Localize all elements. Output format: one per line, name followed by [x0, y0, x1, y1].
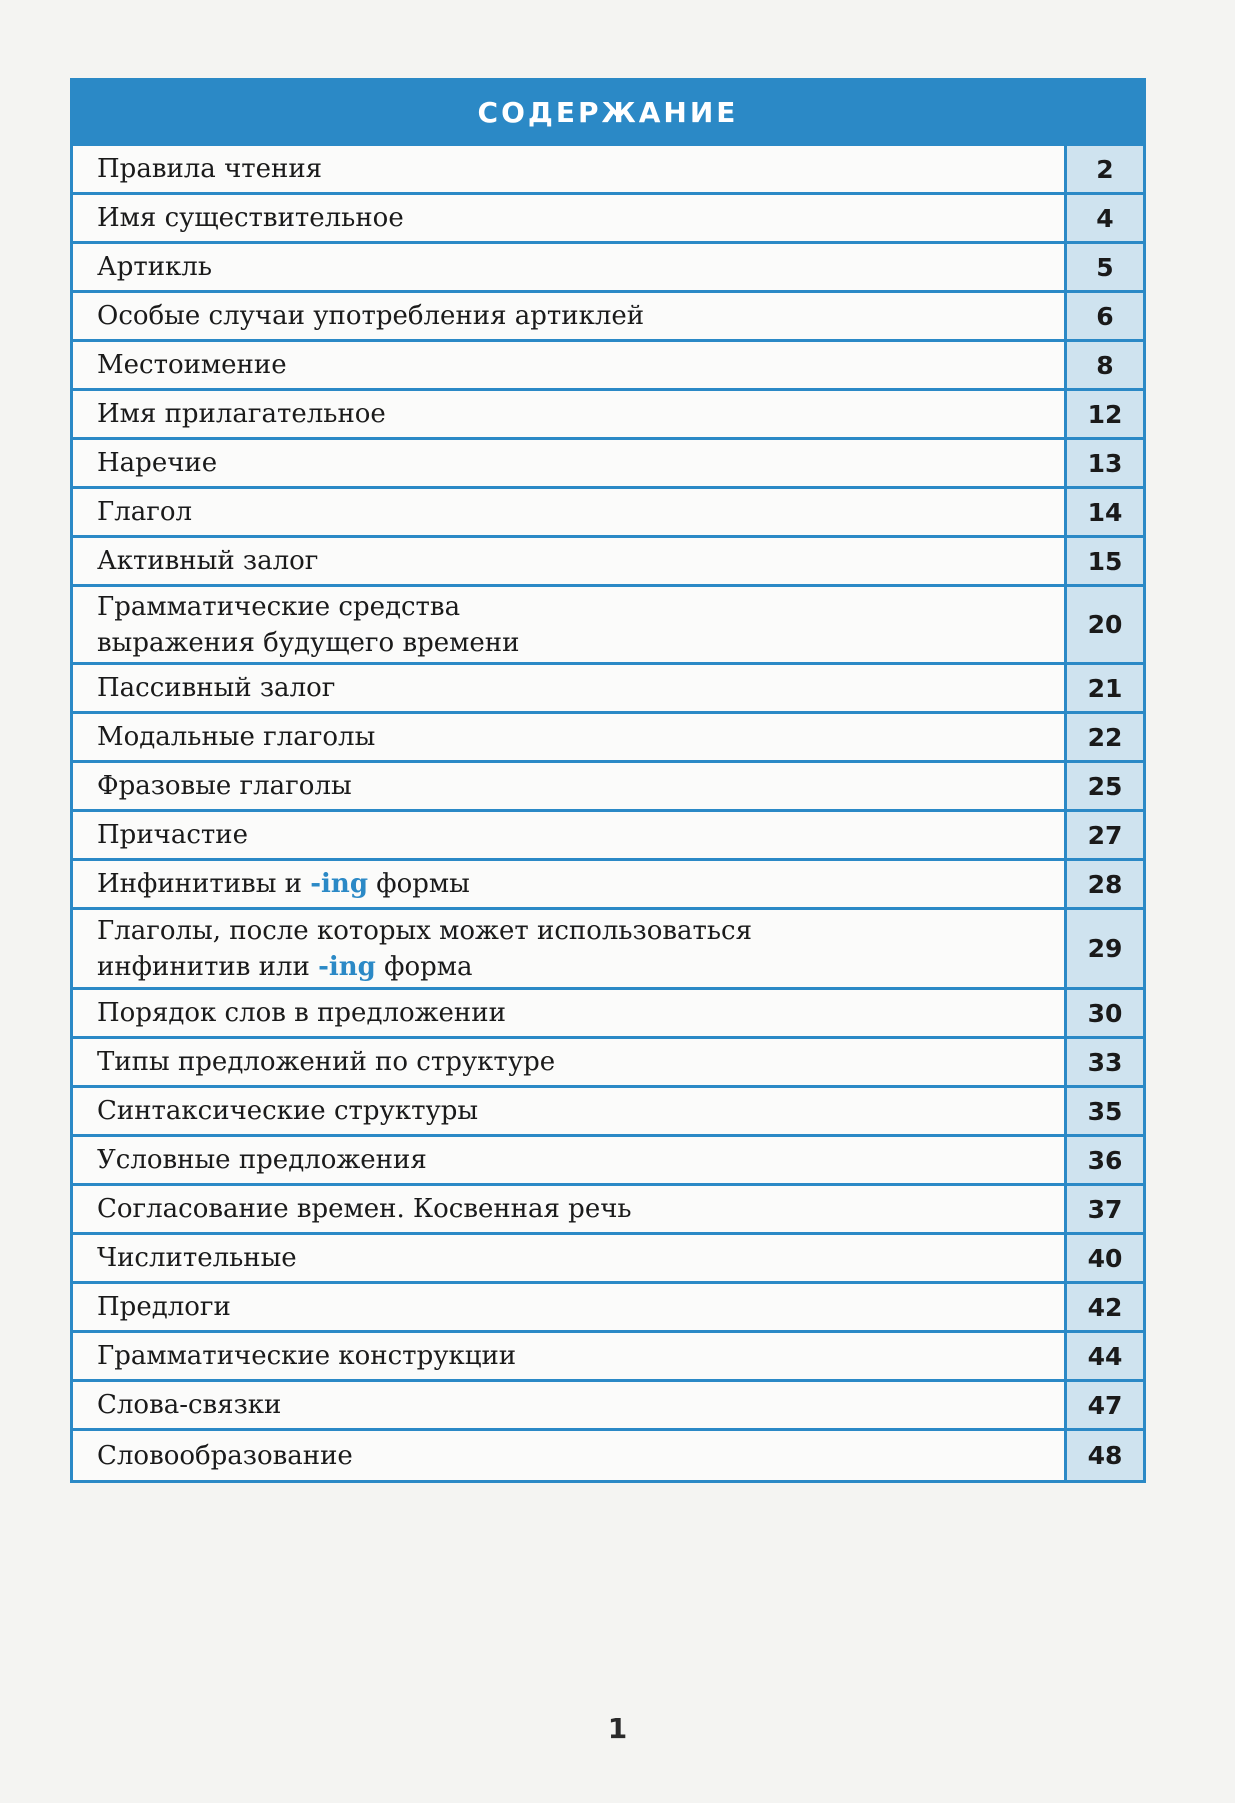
toc-entry-title: Грамматические конструкции	[73, 1333, 1064, 1379]
toc-page-number: 14	[1064, 489, 1143, 535]
toc-entry-line	[97, 949, 752, 985]
toc-entry-title: Синтаксические структуры	[73, 1088, 1064, 1134]
toc-entry-title: Активный залог	[73, 538, 1064, 584]
toc-row[interactable]	[73, 293, 1143, 342]
toc-page-number: 20	[1064, 587, 1143, 662]
toc-row[interactable]	[73, 714, 1143, 763]
toc-page-number: 13	[1064, 440, 1143, 486]
toc-entry-title: Наречие	[73, 440, 1064, 486]
toc-row[interactable]	[73, 342, 1143, 391]
toc-entry-title: Числительные	[73, 1235, 1064, 1281]
toc-row[interactable]	[73, 195, 1143, 244]
toc-entry-title: Глагол	[73, 489, 1064, 535]
toc-header	[73, 81, 1143, 146]
toc-entry-title: Слова-связки	[73, 1382, 1064, 1428]
toc-page-number: 12	[1064, 391, 1143, 437]
toc-entry-title: Артикль	[73, 244, 1064, 290]
toc-entry-title: Типы предложений по структуре	[73, 1039, 1064, 1085]
toc-page-number: 25	[1064, 763, 1143, 809]
toc-entry-highlight: -ing	[318, 951, 376, 982]
toc-entry-title: Местоимение	[73, 342, 1064, 388]
toc-page-number: 37	[1064, 1186, 1143, 1232]
toc-row[interactable]	[73, 146, 1143, 195]
toc-row[interactable]	[73, 1186, 1143, 1235]
toc-page-number: 30	[1064, 990, 1143, 1036]
toc-page-number: 28	[1064, 861, 1143, 907]
page-title: СОДЕРЖАНИЕ	[477, 95, 739, 129]
toc-entry-title: Имя существительное	[73, 195, 1064, 241]
toc-entry-line: Грамматические средства	[97, 591, 461, 622]
toc-row[interactable]	[73, 538, 1143, 587]
toc-row[interactable]	[73, 244, 1143, 293]
toc-row[interactable]	[73, 391, 1143, 440]
toc-page-number: 44	[1064, 1333, 1143, 1379]
toc-row[interactable]	[73, 1137, 1143, 1186]
toc-row[interactable]	[73, 763, 1143, 812]
toc-row[interactable]	[73, 1088, 1143, 1137]
toc-entry-highlight: -ing	[310, 869, 369, 899]
toc-entry-text: формы	[368, 869, 470, 899]
toc-entry-title: Пассивный залог	[73, 665, 1064, 711]
toc-row[interactable]	[73, 489, 1143, 538]
toc-row[interactable]	[73, 1333, 1143, 1382]
toc-entry-text: форма	[375, 951, 473, 982]
toc-page-number: 42	[1064, 1284, 1143, 1330]
footer-page-number: 1	[607, 1712, 628, 1745]
toc-entry-title: Модальные глаголы	[73, 714, 1064, 760]
toc-page-number: 27	[1064, 812, 1143, 858]
toc-row[interactable]	[73, 812, 1143, 861]
toc-page-number: 36	[1064, 1137, 1143, 1183]
toc-entry-text: Инфинитивы и	[97, 869, 311, 899]
toc-entry-text: инфинитив или	[97, 951, 319, 982]
toc-page-number: 4	[1064, 195, 1143, 241]
toc-row[interactable]	[73, 990, 1143, 1039]
toc-entry-title	[73, 861, 1064, 907]
toc-page-number: 29	[1064, 910, 1143, 987]
toc-entry-title: Причастие	[73, 812, 1064, 858]
toc-row[interactable]	[73, 665, 1143, 714]
toc-row[interactable]	[73, 910, 1143, 990]
toc-page-number: 15	[1064, 538, 1143, 584]
toc-row[interactable]	[73, 1382, 1143, 1431]
toc-row[interactable]	[73, 1039, 1143, 1088]
toc-entry-title: Согласование времен. Косвенная речь	[73, 1186, 1064, 1232]
toc-entry-title: Словообразование	[73, 1431, 1064, 1480]
toc-page-number: 48	[1064, 1431, 1143, 1480]
toc-page-number: 21	[1064, 665, 1143, 711]
toc-entry-title: Имя прилагательное	[73, 391, 1064, 437]
toc-page-number: 47	[1064, 1382, 1143, 1428]
toc-page-number: 8	[1064, 342, 1143, 388]
toc-row[interactable]	[73, 440, 1143, 489]
toc-entry-title: Порядок слов в предложении	[73, 990, 1064, 1036]
toc-page-number: 22	[1064, 714, 1143, 760]
toc-entry-title: Правила чтения	[73, 146, 1064, 192]
toc-page-number: 33	[1064, 1039, 1143, 1085]
toc-page-number: 40	[1064, 1235, 1143, 1281]
toc-row[interactable]	[73, 587, 1143, 665]
toc-entry-title: Предлоги	[73, 1284, 1064, 1330]
toc-page-number: 35	[1064, 1088, 1143, 1134]
toc-entry-line: выражения будущего времени	[97, 627, 520, 658]
toc-page-number: 6	[1064, 293, 1143, 339]
toc-row[interactable]	[73, 1235, 1143, 1284]
toc-entry-title	[73, 910, 1064, 987]
toc-entry-title: Фразовые глаголы	[73, 763, 1064, 809]
toc-row[interactable]	[73, 861, 1143, 910]
toc-row[interactable]	[73, 1431, 1143, 1480]
table-of-contents	[70, 78, 1146, 1483]
toc-entry-title: Особые случаи употребления артиклей	[73, 293, 1064, 339]
toc-page-number: 5	[1064, 244, 1143, 290]
toc-page-number: 2	[1064, 146, 1143, 192]
toc-entry-title: Условные предложения	[73, 1137, 1064, 1183]
toc-entry-line: Глаголы, после которых может использоваться	[97, 915, 753, 946]
toc-entry-title	[73, 587, 1064, 662]
toc-row[interactable]	[73, 1284, 1143, 1333]
